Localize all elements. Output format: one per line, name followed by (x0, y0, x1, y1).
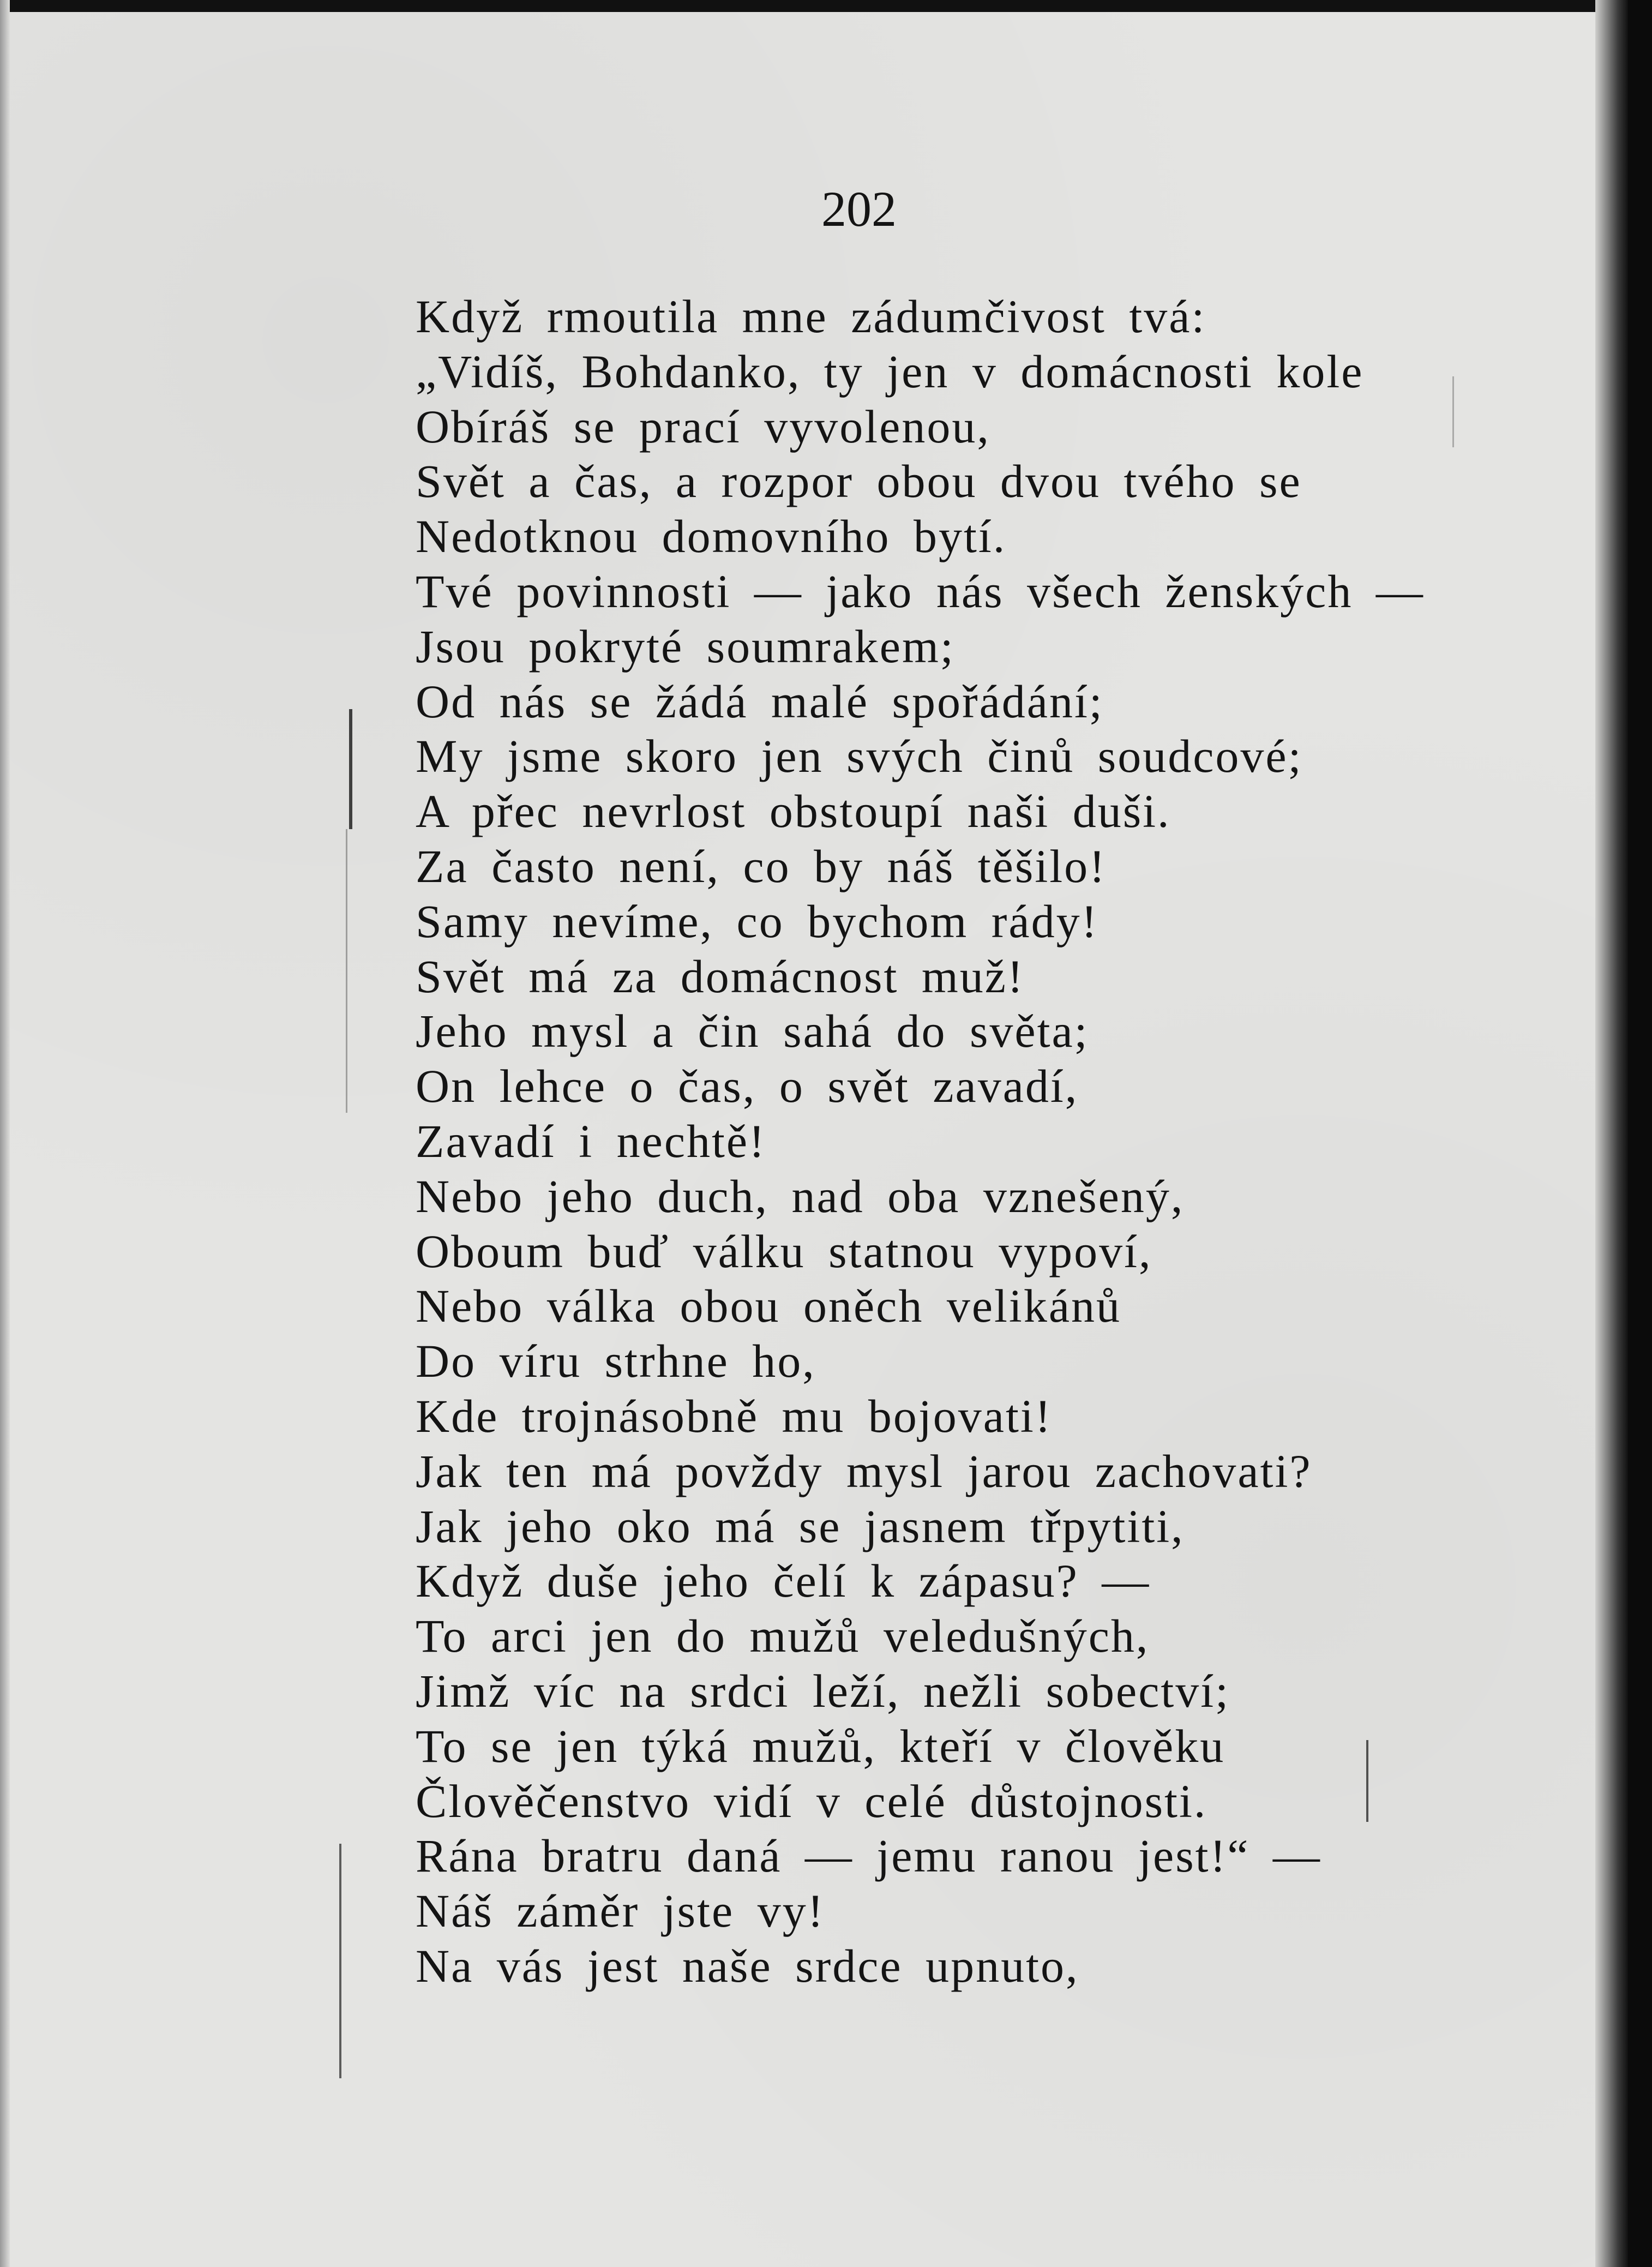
margin-mark (1366, 1740, 1368, 1822)
poem-line: Obíráš se prací vyvolenou, (416, 400, 990, 453)
poem-line: Svět má za domácnost muž! (416, 950, 1025, 1003)
poem-line: Samy nevíme, co bychom rády! (416, 895, 1099, 947)
poem-text (416, 289, 1534, 1994)
margin-mark (349, 709, 352, 829)
poem-line: Náš záměr jste vy! (416, 1885, 825, 1938)
poem-line: Jeho mysl a čin sahá do světa; (416, 1005, 1089, 1058)
poem-line: Svět a čas, a rozpor obou dvou tvého se (416, 455, 1302, 508)
scan-border-top (0, 0, 1628, 12)
poem-line: Když duše jeho čelí k zápasu? — (416, 1555, 1151, 1608)
poem-line: Nebo válka obou oněch velikánů (416, 1280, 1121, 1333)
scan-border-right (1595, 0, 1628, 2267)
poem-line: Tvé povinnosti — jako nás všech ženských — (416, 565, 1425, 617)
poem-line: Za často není, co by náš těšilo! (416, 839, 1107, 892)
poem-line: To arci jen do mužů veledušných, (416, 1610, 1150, 1663)
margin-mark (1452, 376, 1454, 447)
poem-line: Zavadí i nechtě! (416, 1114, 766, 1167)
poem-line: A přec nevrlost obstoupí naši duši. (416, 785, 1171, 838)
scan-border-left (0, 0, 10, 2267)
poem-line: Člověčenstvo vidí v celé důstojnosti. (416, 1774, 1208, 1827)
poem-line: Když rmoutila mne zádumčivost tvá: (416, 290, 1206, 343)
page-number: 202 (821, 181, 897, 237)
poem-line: On lehce o čas, o svět zavadí, (416, 1060, 1079, 1113)
poem-line: Jimž víc na srdci leží, nežli sobectví; (416, 1664, 1230, 1717)
poem-line: Oboum buď válku statnou vypoví, (416, 1225, 1152, 1278)
margin-mark (339, 1844, 341, 2078)
poem-line: Do víru strhne ho, (416, 1335, 816, 1388)
poem-line: To se jen týká mužů, kteří v člověku (416, 1719, 1226, 1772)
poem-line: Nebo jeho duch, nad oba vznešený, (416, 1170, 1185, 1222)
poem-line: Jak ten má povždy mysl jarou zachovati? (416, 1444, 1312, 1497)
poem-line: Kde trojnásobně mu bojovati! (416, 1389, 1053, 1442)
poem-line: Od nás se žádá malé spořádání; (416, 675, 1104, 728)
poem-line: Jsou pokryté soumrakem; (416, 620, 955, 673)
poem-line: Nedotknou domovního bytí. (416, 510, 1007, 563)
poem-line: Na vás jest naše srdce upnuto, (416, 1939, 1079, 1992)
poem-line: Rána bratru daná — jemu ranou jest!“ — (416, 1830, 1321, 1882)
margin-mark (346, 829, 347, 1113)
poem-line: Jak jeho oko má se jasnem třpytiti, (416, 1500, 1185, 1552)
poem-line: My jsme skoro jen svých činů soudcové; (416, 730, 1303, 783)
poem-line: „Vidíš, Bohdanko, ty jen v domácnosti kole (416, 345, 1364, 398)
